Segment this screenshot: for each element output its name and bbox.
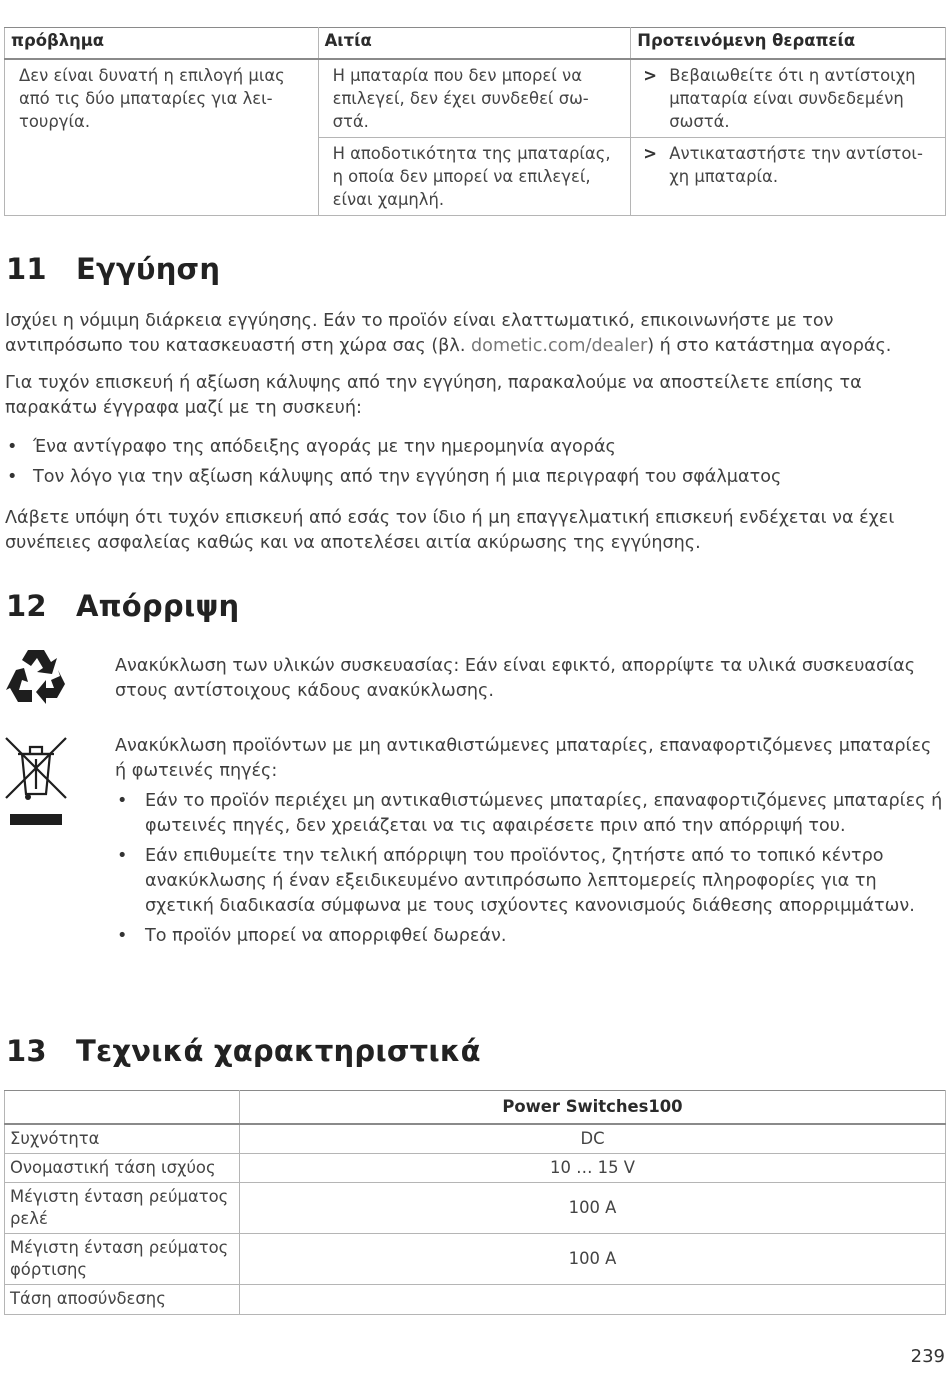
section-number: 12 — [6, 589, 47, 623]
warranty-paragraph-1 — [5, 309, 940, 359]
section-title: Τεχνικά χαρακτηριστικά — [76, 1034, 481, 1068]
table-row — [5, 59, 946, 138]
troubleshooting-table — [4, 27, 946, 216]
table-row — [5, 1285, 946, 1315]
list-item: • Εάν το προϊόν περιέχει μη αντικαθιστώμενες μπαταρίες, επαναφορτιζόμενες μπαταρίες ή φωτεινές πηγές, δεν χρειάζεται να τις αφαιρέσετε πριν από την απόρριψή του. — [115, 789, 947, 839]
cause-cell: Η αποδοτικότητα της μπαταρίας, η οποία δεν μπορεί να επιλεγεί, είναι χαμηλή. — [318, 138, 631, 216]
warranty-bullet-list — [5, 432, 935, 492]
chevron-right-icon: > — [643, 144, 657, 163]
spec-label: Ονομαστική τάση ισχύος — [5, 1154, 240, 1183]
spec-value: 100 A — [240, 1183, 946, 1234]
list-item: • Τον λόγο για την αξίωση κάλυψης από την εγγύηση ή μια περιγραφή του σφάλματος — [5, 462, 935, 492]
spec-value: 100 A — [240, 1234, 946, 1285]
table-row — [5, 1154, 946, 1183]
spec-value: 10 … 15 V — [240, 1154, 946, 1183]
disposal-bullet-list — [115, 789, 947, 954]
spec-label: Συχνότητα — [5, 1124, 240, 1154]
section-title: Εγγύηση — [76, 252, 221, 286]
spec-label: Μέγιστη ένταση ρεύματος ρελέ — [5, 1183, 240, 1234]
warranty-text: Ισχύει η νόμιμη διάρκεια εγγύησης. Εάν το προϊόν είναι ελαττωματικό, επικοινωνήστε με τον αντιπρόσωπο του κατασκευαστή στη χώρα σας (βλ. — [5, 311, 834, 356]
list-item: • Το προϊόν μπορεί να απορριφθεί δωρεάν. — [115, 924, 947, 949]
weee-paragraph: Ανακύκλωση προϊόντων με μη αντικαθιστώμενες μπαταρίες, επαναφορτιζόμενες μπαταρίες ή φωτεινές πηγές: — [115, 736, 932, 781]
technical-data-table — [4, 1090, 946, 1315]
spec-label: Μέγιστη ένταση ρεύματος φόρτισης — [5, 1234, 240, 1285]
section-title: Απόρριψη — [76, 589, 240, 623]
spec-label: Τάση αποσύνδεσης — [5, 1285, 240, 1315]
table-row — [5, 1124, 946, 1154]
recycle-paragraph: Ανακύκλωση των υλικών συσκευασίας: Εάν είναι εφικτό, απορρίψτε τα υλικά συσκευασίας στους αντίστοιχους κάδους ανακύκλωσης. — [115, 656, 916, 701]
header-model: Power Switches100 — [240, 1091, 946, 1125]
recycle-icon — [4, 646, 68, 708]
dealer-link[interactable]: dometic.com/dealer — [471, 336, 648, 356]
section-number: 13 — [6, 1034, 47, 1068]
remedy-cell — [631, 138, 946, 216]
section-heading-warranty — [6, 252, 220, 286]
problem-cell: Δεν είναι δυνατή η επιλογή μιας από τις δύο μπαταρίες για λει-τουργία. — [5, 59, 319, 216]
section-number: 11 — [6, 252, 47, 286]
header-cause: Αιτία — [318, 28, 631, 60]
page-number: 239 — [910, 1346, 945, 1367]
header-remedy: Προτεινόμενη θεραπεία — [631, 28, 946, 60]
section-heading-disposal — [6, 589, 239, 623]
remedy-text: Βεβαιωθείτε ότι η αντίστοιχη μπαταρία είναι συνδεδεμένη σωστά. — [669, 66, 916, 131]
page-bottom-margin — [0, 1335, 950, 1373]
header-empty — [5, 1091, 240, 1125]
warranty-paragraph-2: Για τυχόν επισκευή ή αξίωση κάλυψης από την εγγύηση, παρακαλούμε να αποστείλετε επίσης τα παρακάτω έγγραφα μαζί με τη συσκευή: — [5, 373, 862, 418]
list-item: • Ένα αντίγραφο της απόδειξης αγοράς με την ημερομηνία αγοράς — [5, 432, 935, 462]
remedy-cell — [631, 59, 946, 138]
list-item: • Εάν επιθυμείτε την τελική απόρριψη του προϊόντος, ζητήστε από το τοπικό κέντρο ανακύκλωσης ή έναν εξειδικευμένο αντιπρόσωπο λεπτομερείς πληροφορίες για τη σχετική διαδικασία σύμφωνα με τους ισχύοντες κανονισμούς διάθεσης απορριμμάτων. — [115, 844, 947, 919]
section-heading-technical — [6, 1034, 481, 1068]
spec-value — [240, 1285, 946, 1315]
troubleshooting-header-row — [5, 28, 946, 60]
technical-header-row — [5, 1091, 946, 1125]
table-row — [5, 1183, 946, 1234]
chevron-right-icon: > — [643, 66, 657, 85]
table-row — [5, 1234, 946, 1285]
spec-value: DC — [240, 1124, 946, 1154]
warranty-paragraph-3: Λάβετε υπόψη ότι τυχόν επισκευή από εσάς τον ίδιο ή μη επαγγελματική επισκευή ενδέχεται να έχει συνέπειες ασφαλείας καθώς και να αποτελέσει αιτία ακύρωσης της εγγύησης. — [5, 508, 895, 553]
cause-cell: Η μπαταρία που δεν μπορεί να επιλεγεί, δεν έχει συνδεθεί σω-στά. — [318, 59, 631, 138]
header-problem: πρόβλημα — [5, 28, 319, 60]
remedy-text: Αντικαταστήστε την αντίστοι-χη μπαταρία. — [669, 144, 923, 186]
weee-bin-icon — [4, 736, 68, 828]
warranty-text-end: ) ή στο κατάστημα αγοράς. — [647, 336, 892, 356]
